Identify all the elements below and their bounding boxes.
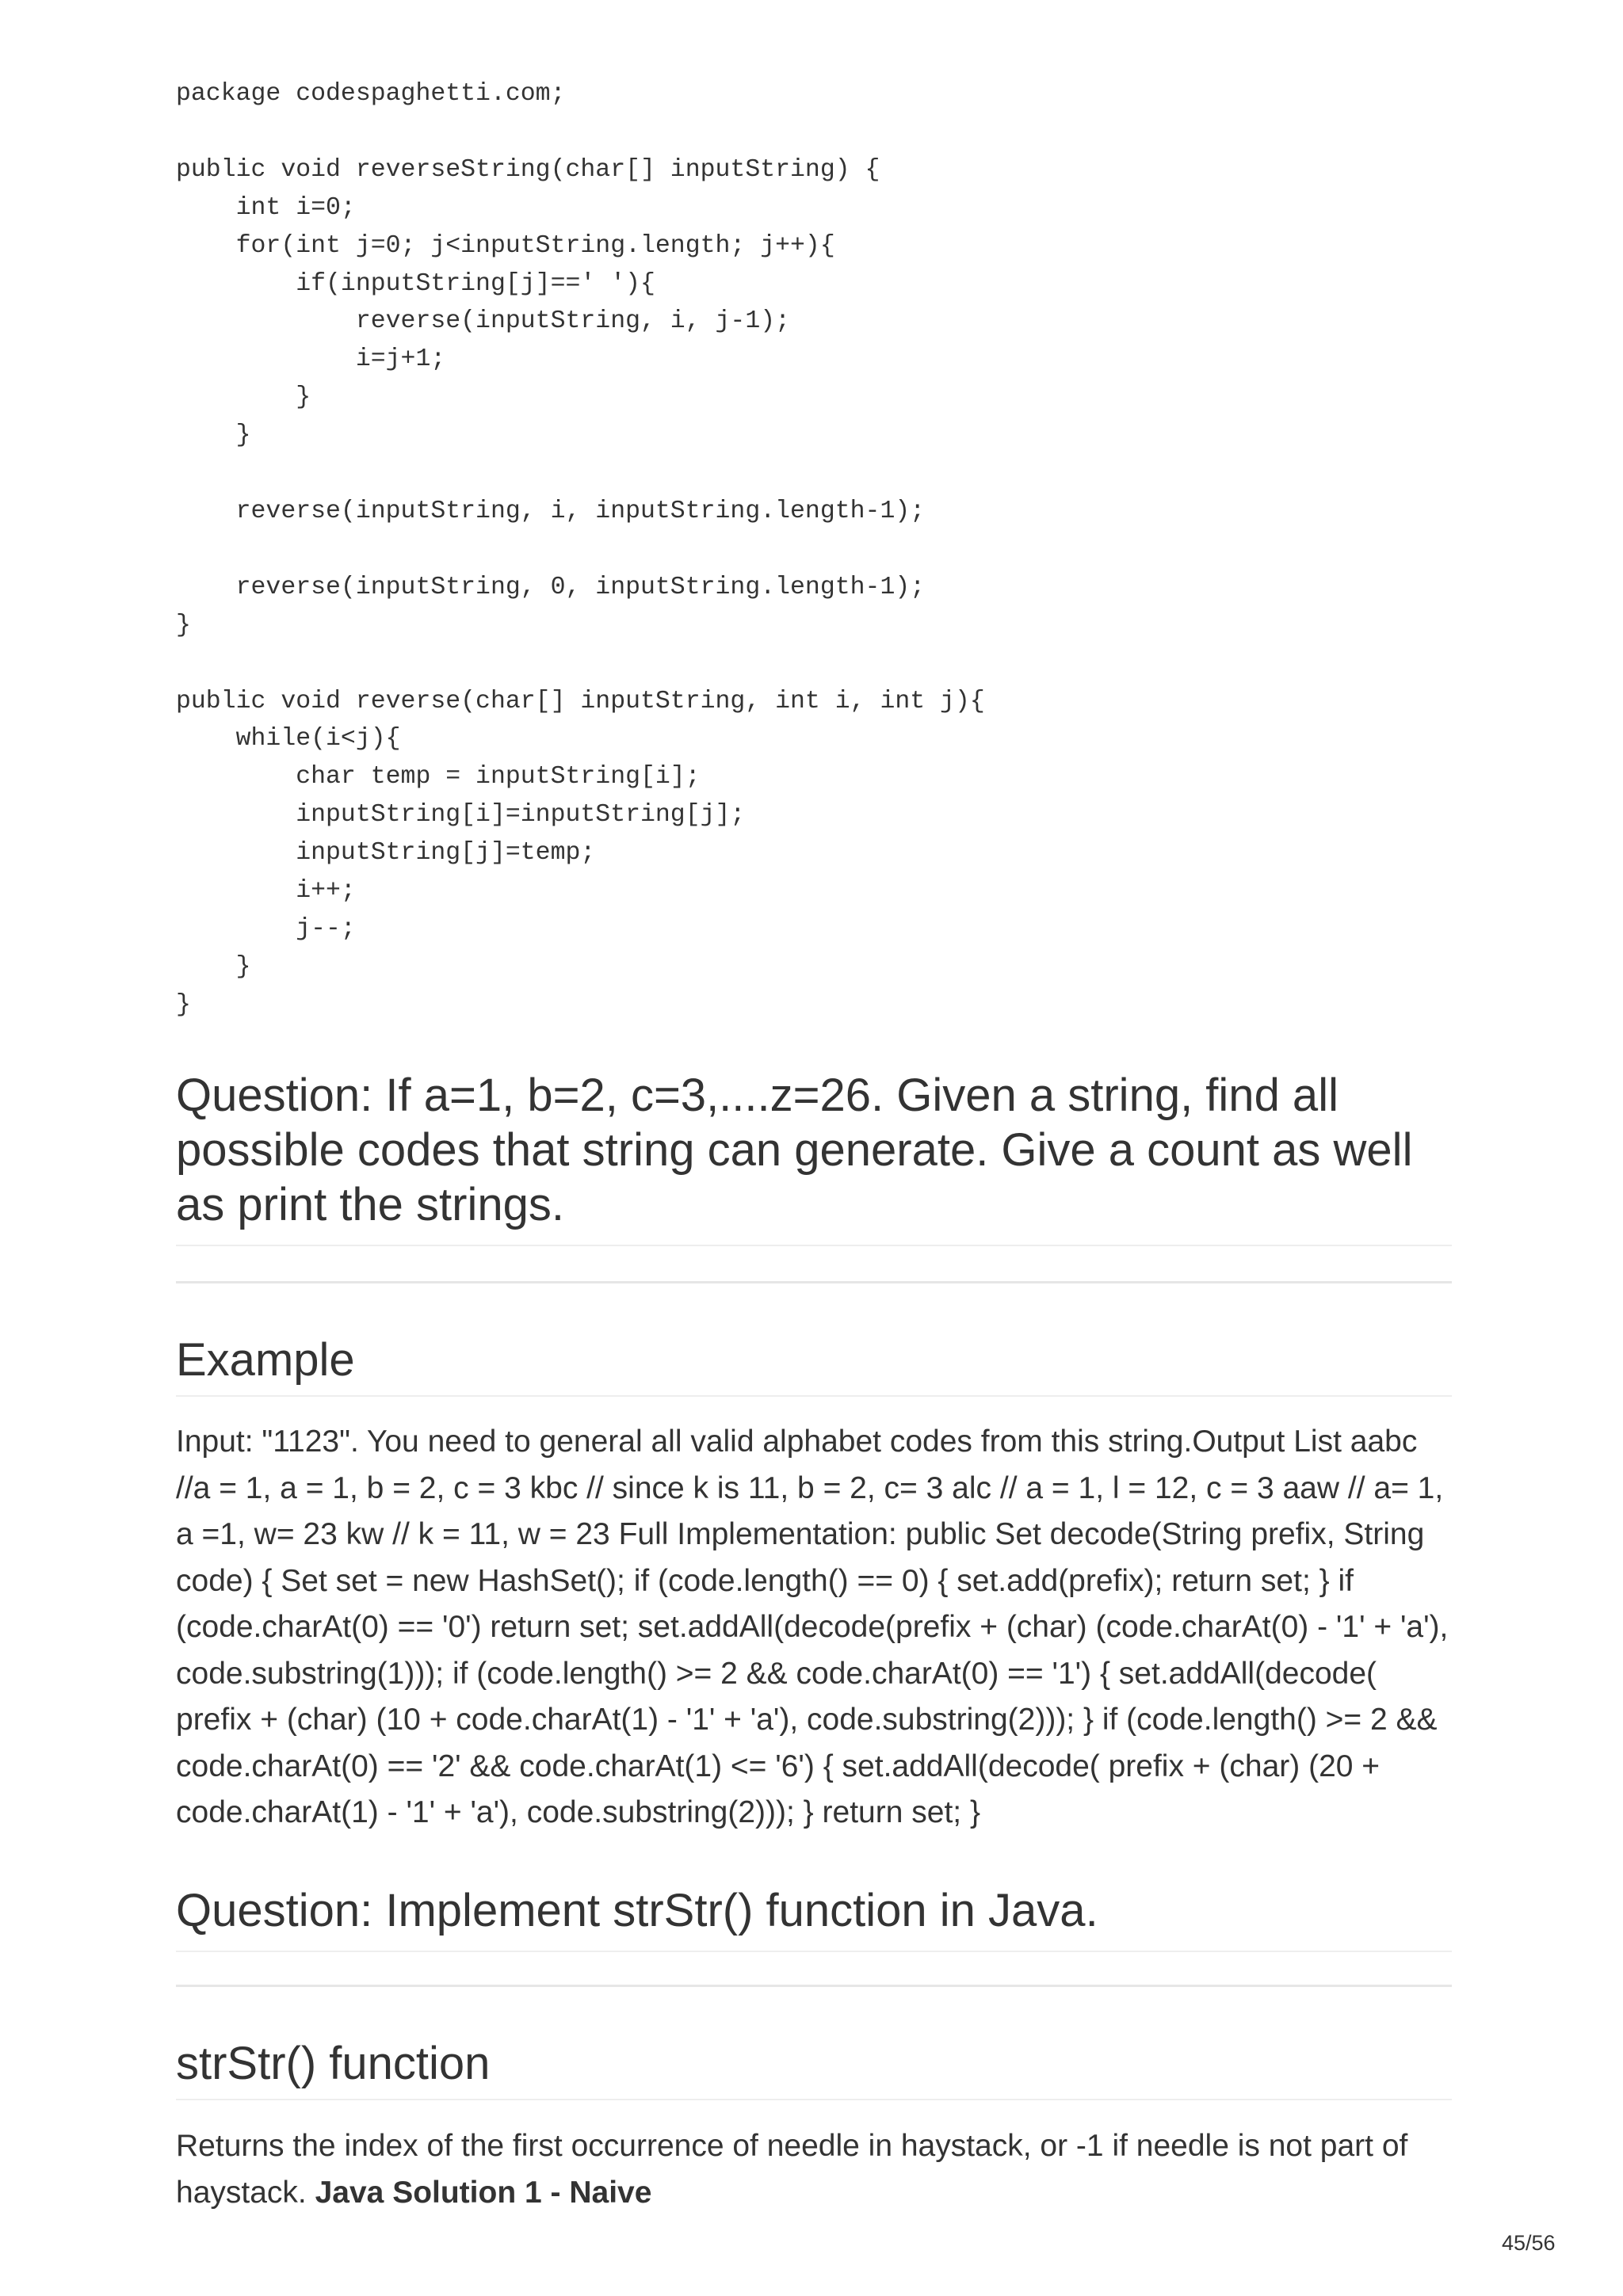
section-divider	[176, 1281, 1452, 1283]
code-block: package codespaghetti.com; public void reverseString(char[] inputString) { int i=0; for(int j=0; j<inputString.length; j++){ if(inputString[j]==' '){ reverse(inputString, i, j-1); i=j+1; } } reverse(inputString, i, inputString.length-1); reverse(inputString, 0, inputString.length-1); } public void reverse(char[] inputString, int i, int j){ while(i<j){ char temp = inputString[i]; inputString[i]=inputString[j]; inputString[j]=temp; i++; j--; } }	[176, 80, 985, 1019]
section-divider	[176, 1985, 1452, 1987]
question-heading-strstr: Question: Implement strStr() function in Java.	[176, 1883, 1452, 1952]
strstr-description	[176, 2123, 1452, 2216]
strstr-heading: strStr() function	[176, 2037, 1452, 2100]
example-text: Input: "1123". You need to general all valid alphabet codes from this string.Output List aabc //a = 1, a = 1, b = 2, c = 3 kbc // since k is 11, b = 2, c= 3 alc // a = 1, l = 12, c = 3 aaw // a= 1, a =1, w= 23 kw // k = 11, w = 23 Full Implementation: public Set decode(String prefix, String code) { Set set = new HashSet(); if (code.length() == 0) { set.add(prefix); return set; } if (code.charAt(0) == '0') return set; set.addAll(decode(prefix + (char) (code.charAt(0) - '1' + 'a'), code.substring(1))); if (code.length() >= 2 && code.charAt(0) == '1') { set.addAll(decode( prefix + (char) (10 + code.charAt(1) - '1' + 'a'), code.substring(2))); } if (code.length() >= 2 && code.charAt(0) == '2' && code.charAt(1) <= '6') { set.addAll(decode( prefix + (char) (20 + code.charAt(1) - '1' + 'a'), code.substring(2))); } return set; }	[176, 1425, 1449, 1829]
solution-label: Java Solution 1 - Naive	[315, 2175, 652, 2210]
question-heading-codes: Question: If a=1, b=2, c=3,....z=26. Given a string, find all possible codes that string can generate. Give a count as well as print the strings.	[176, 1068, 1452, 1246]
page-number: 45/56	[1502, 2231, 1556, 2255]
example-heading: Example	[176, 1333, 1452, 1397]
strstr-text: Returns the index of the first occurrence of needle in haystack, or -1 if needle is not part of haystack.	[176, 2129, 1408, 2210]
